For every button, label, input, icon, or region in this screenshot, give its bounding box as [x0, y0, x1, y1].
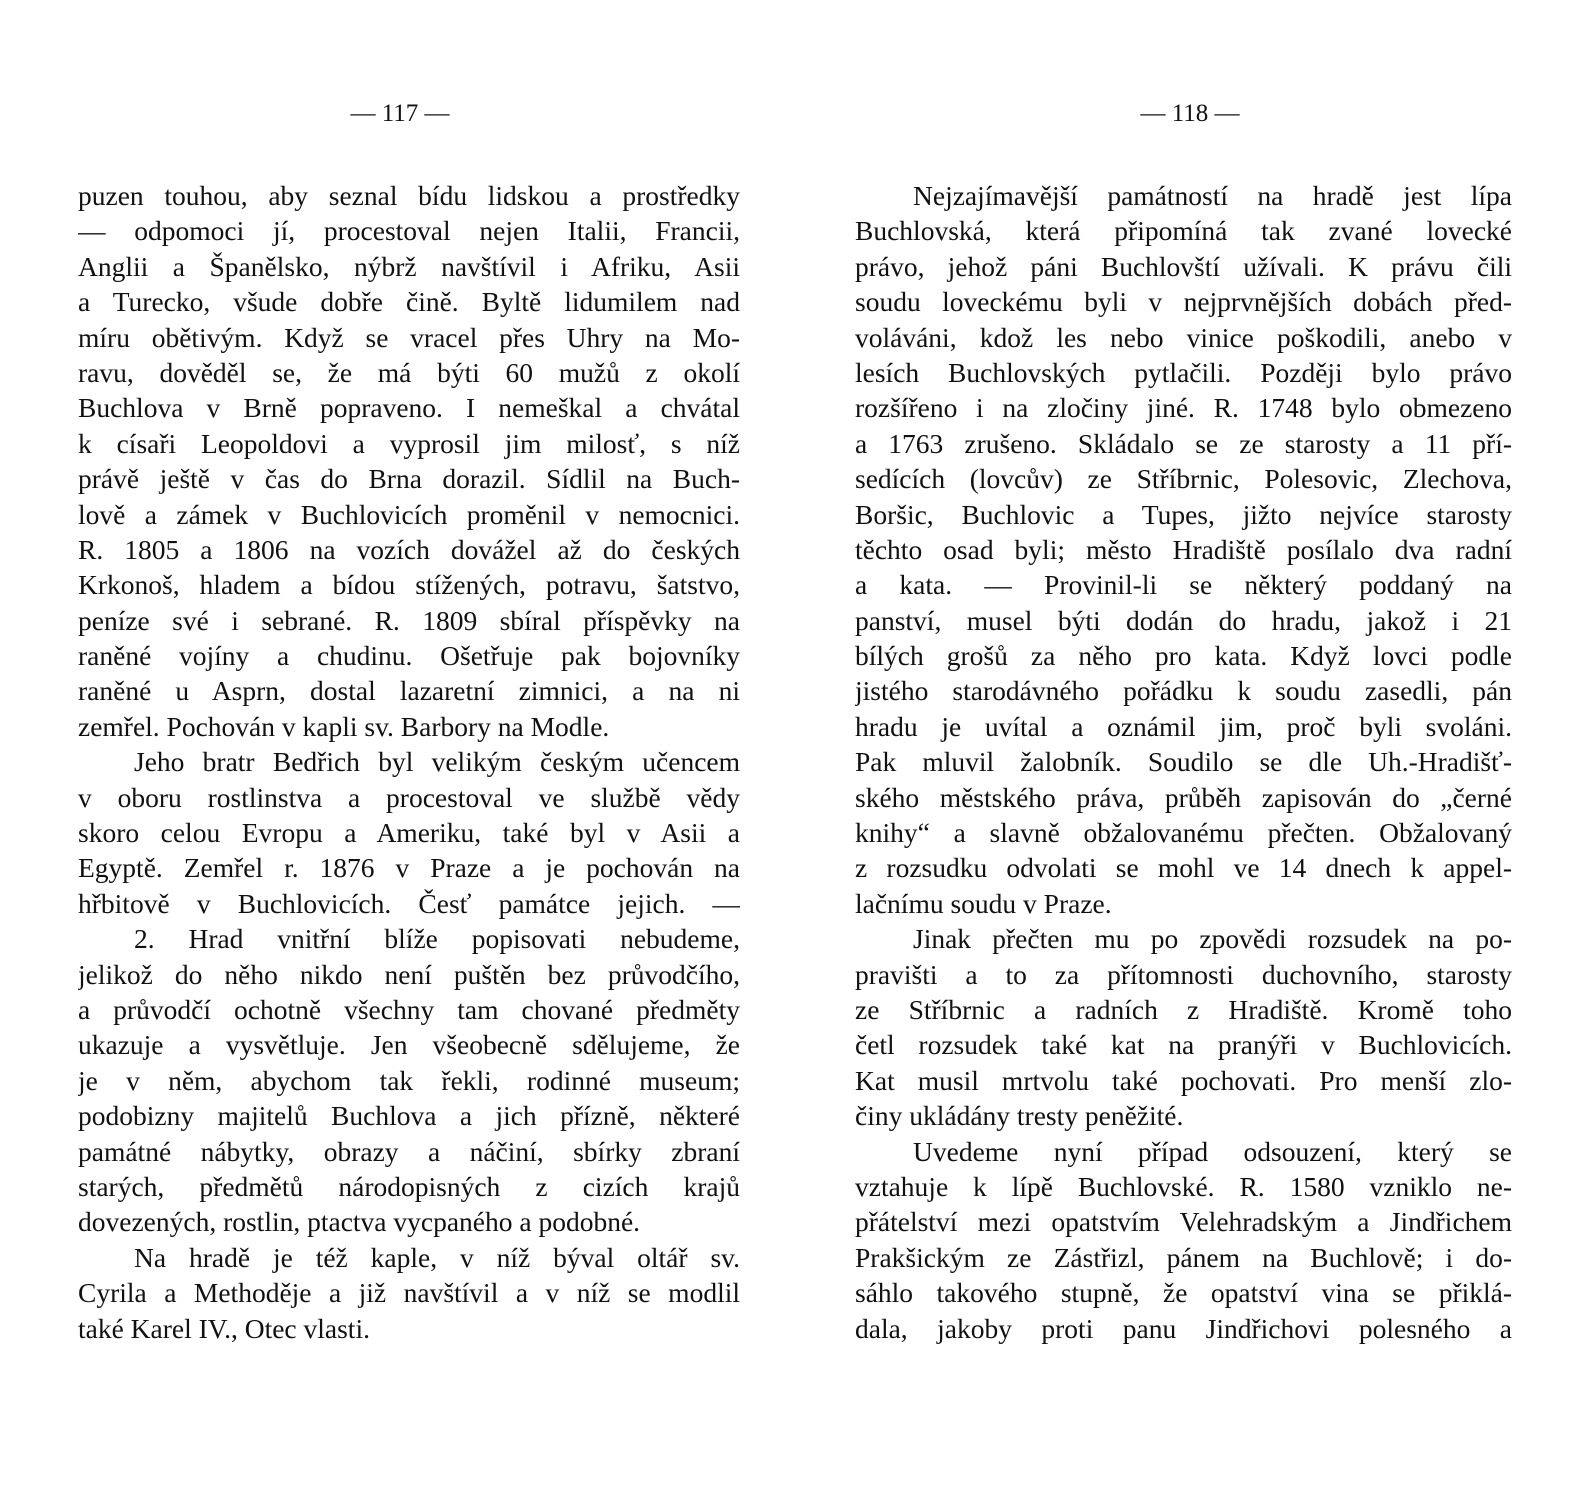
text-line: sedících (lovcův) ze Stříbrnic, Polesovic, Zlechova, — [855, 463, 1512, 495]
text-line: Cyrila a Methoděje a již navštívil a v níž se modlil — [78, 1277, 740, 1309]
text-line: sáhlo takového stupně, že opatství vina se přiklá- — [855, 1277, 1512, 1309]
text-line: 2. Hrad vnitřní blíže popisovati nebudeme, — [134, 923, 740, 955]
text-line: Jinak přečten mu po zpovědi rozsudek na po- — [913, 923, 1512, 955]
text-line: lačnímu soudu v Praze. — [855, 887, 1112, 919]
text-line: památné nábytky, obrazy a náčiní, sbírky zbraní — [78, 1135, 740, 1167]
text-line: peníze své i sebrané. R. 1809 sbíral příspěvky na — [78, 604, 740, 636]
text-line: ravu, dověděl se, že má býti 60 mužů z okolí — [78, 356, 740, 388]
text-line: také Karel IV., Otec vlasti. — [78, 1312, 370, 1344]
text-line: právo, jehož páni Buchlovští užívali. K právu čili — [855, 250, 1512, 282]
right-page — [850, 0, 1530, 1500]
text-line: raněné vojíny a chudinu. Ošetřuje pak bojovníky — [78, 640, 740, 672]
text-line: podobizny majitelů Buchlova a jich přízně, některé — [78, 1100, 740, 1132]
text-line: panství, musel býti dodán do hradu, jakož i 21 — [855, 604, 1512, 636]
text-line: a Turecko, všude dobře čině. Byltě lidumilem nad — [78, 286, 740, 318]
text-line: starých, předmětů národopisných z cizích krajů — [78, 1170, 740, 1202]
text-line: lově a zámek v Buchlovicích proměnil v nemocnici. — [78, 498, 740, 530]
text-line: knihy“ a slavně obžalovanému přečten. Obžalovaný — [855, 817, 1512, 849]
text-line: ze Stříbrnic a radních z Hradiště. Kromě toho — [855, 993, 1512, 1025]
text-line: R. 1805 a 1806 na vozích dovážel až do českých — [78, 533, 740, 565]
text-line: ského městského práva, průběh zapisován do „černé — [855, 781, 1512, 813]
text-line: lesích Buchlovských pytlačili. Později bylo právo — [855, 356, 1512, 388]
text-line: soudu loveckému byli v nejprvnějších dobách před- — [855, 286, 1512, 318]
text-line: pravišti a to za přítomnosti duchovního, starosty — [855, 958, 1512, 990]
text-line: skoro celou Evropu a Ameriku, také byl v Asii a — [78, 817, 740, 849]
text-line: přátelství mezi opatstvím Velehradským a Jindřichem — [855, 1206, 1512, 1238]
text-line: a kata. — Provinil-li se některý poddaný na — [855, 569, 1512, 601]
text-line: Buchlova v Brně popraveno. I nemeškal a chvátal — [78, 392, 740, 424]
text-line: Nejzajímavější památností na hradě jest lípa — [913, 180, 1512, 211]
text-line: Krkonoš, hladem a bídou stížených, potravu, šatstvo, — [78, 569, 740, 601]
text-line: k císaři Leopoldovi a vyprosil jim milosť, s níž — [78, 427, 740, 459]
text-line: jistého starodávného pořádku k soudu zasedli, pán — [855, 675, 1512, 707]
text-line: voláváni, kdož les nebo vinice poškodili, anebo v — [855, 321, 1512, 353]
text-line: dala, jakoby proti panu Jindřichovi polesného a — [855, 1312, 1512, 1344]
left-page-text — [78, 178, 740, 1346]
text-line: Anglii a Španělsko, nýbrž navštívil i Afriku, Asii — [78, 250, 740, 282]
text-line: těchto osad byli; město Hradiště posílalo dva radní — [855, 533, 1512, 565]
page-number-left: — 117 — — [350, 100, 450, 127]
text-line: Prakšickým ze Zástřizl, pánem na Buchlově; i do- — [855, 1241, 1512, 1273]
text-line: z rozsudku odvolati se mohl ve 14 dnech k appel- — [855, 852, 1512, 884]
text-line: činy ukládány tresty peněžité. — [855, 1100, 1184, 1132]
text-line: puzen touhou, aby seznal bídu lidskou a prostředky — [78, 180, 740, 211]
text-line: Jeho bratr Bedřich byl velikým českým učencem — [134, 746, 740, 778]
text-line: Pak mluvil žalobník. Soudilo se dle Uh.-Hradišť- — [855, 746, 1512, 778]
text-line: ukazuje a vysvětluje. Jen všeobecně sdělujeme, že — [78, 1029, 740, 1061]
text-line: raněné u Asprn, dostal lazaretní zimnici, a na ni — [78, 675, 740, 707]
text-line: a 1763 zrušeno. Skládalo se ze starosty a 11 pří- — [855, 427, 1512, 459]
text-line: v oboru rostlinstva a procestoval ve službě vědy — [78, 781, 740, 813]
text-line: Uvedeme nyní případ odsouzení, který se — [913, 1135, 1512, 1167]
text-line: rozšířeno i na zločiny jiné. R. 1748 bylo obmezeno — [855, 392, 1512, 424]
text-line: hřbitově v Buchlovicích. Česť památce jejich. — — [78, 887, 740, 919]
text-line: Buchlovská, která připomíná tak zvané lovecké — [855, 215, 1512, 247]
text-line: — odpomoci jí, procestoval nejen Italii, Francii, — [78, 215, 740, 247]
left-page — [60, 0, 740, 1500]
right-page-text — [855, 178, 1512, 1346]
text-line: hradu je uvítal a oznámil jim, proč byli svoláni. — [855, 710, 1512, 742]
text-line: jelikož do něho nikdo není puštěn bez průvodčího, — [78, 958, 740, 990]
text-line: dovezených, rostlin, ptactva vycpaného a podobné. — [78, 1206, 641, 1238]
text-line: míru obětivým. Když se vracel přes Uhry na Mo- — [78, 321, 740, 353]
text-line: právě ještě v čas do Brna dorazil. Sídlil na Buch- — [78, 463, 740, 495]
text-line: Boršic, Buchlovic a Tupes, jižto nejvíce starosty — [855, 498, 1512, 530]
text-line: vztahuje k lípě Buchlovské. R. 1580 vzniklo ne- — [855, 1170, 1512, 1202]
text-line: Kat musil mrtvolu také pochovati. Pro menší zlo- — [855, 1064, 1512, 1096]
text-line: četl rozsudek také kat na pranýři v Buchlovicích. — [855, 1029, 1512, 1061]
text-line: zemřel. Pochován v kapli sv. Barbory na Modle. — [78, 710, 610, 742]
text-line: bílých grošů za něho pro kata. Když lovci podle — [855, 640, 1512, 672]
text-line: je v něm, abychom tak řekli, rodinné museum; — [78, 1064, 740, 1096]
text-line: a průvodčí ochotně všechny tam chované předměty — [78, 993, 740, 1025]
page-number-right: — 118 — — [1140, 100, 1240, 127]
text-line: Egyptě. Zemřel r. 1876 v Praze a je pochován na — [78, 852, 740, 884]
text-line: Na hradě je též kaple, v níž býval oltář sv. — [134, 1241, 740, 1273]
